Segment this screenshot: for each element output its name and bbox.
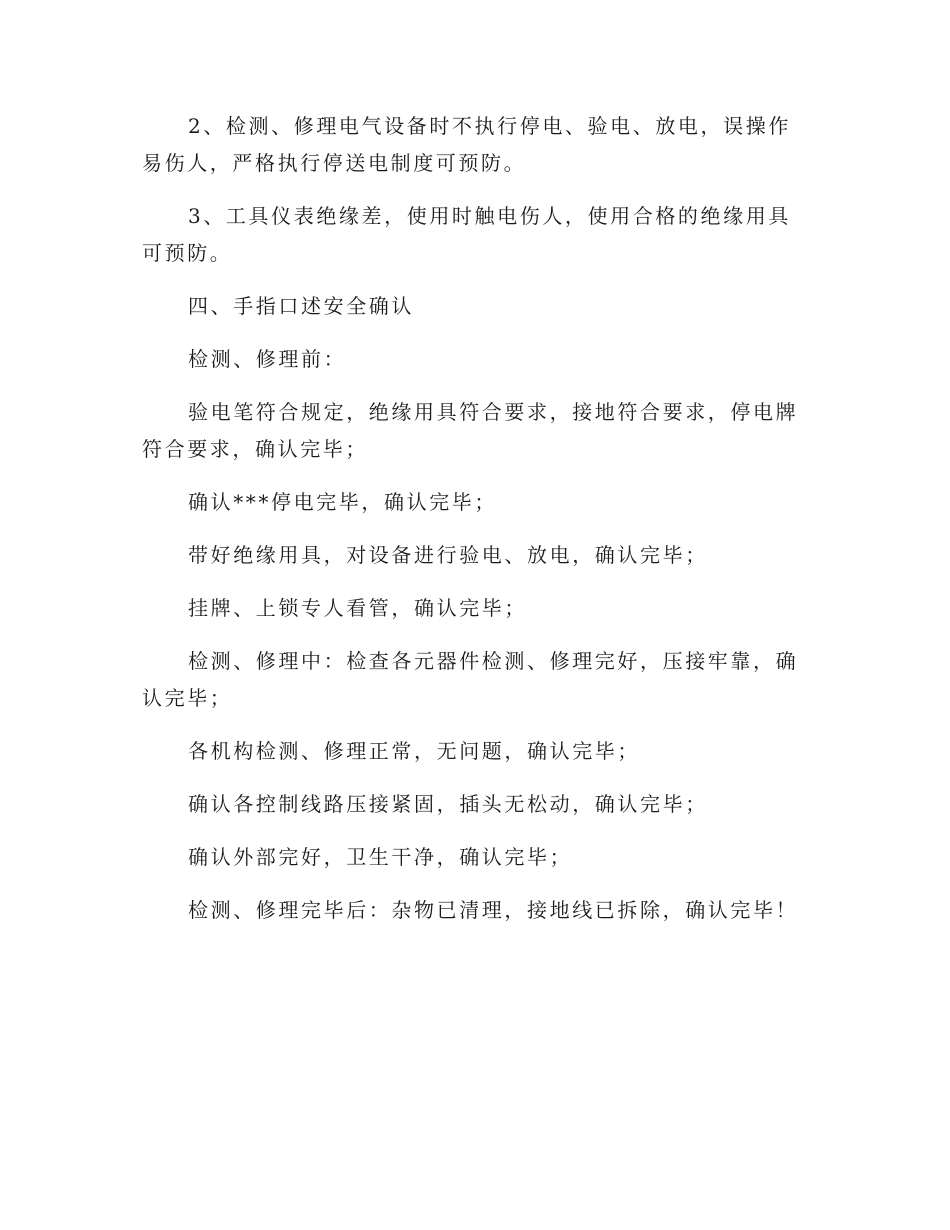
paragraph-confirm-power-off: 确认***停电完毕，确认完毕； [188, 490, 497, 514]
paragraph-insulation-discharge: 带好绝缘用具，对设备进行验电、放电，确认完毕； [188, 543, 708, 567]
document-body [142, 108, 808, 945]
paragraph-check-tools: 验电笔符合规定，绝缘用具符合要求，接地符合要求，停电牌符合要求，确认完毕； [142, 400, 799, 461]
paragraph-mechanisms: 各机构检测、修理正常，无问题，确认完毕； [188, 739, 640, 763]
paragraph-exterior: 确认外部完好，卫生干净，确认完毕； [188, 845, 573, 869]
paragraph-control-lines: 确认各控制线路压接紧固，插头无松动，确认完毕； [188, 792, 708, 816]
paragraph-lockout: 挂牌、上锁专人看管，确认完毕； [188, 596, 527, 620]
paragraph-hazard-2: 2、检测、修理电气设备时不执行停电、验电、放电，误操作易伤人，严格执行停送电制度可预防。 [142, 114, 791, 175]
paragraph-during-repair: 检测、修理中：检查各元器件检测、修理完好，压接牢靠，确认完毕； [142, 649, 799, 710]
paragraph-hazard-3: 3、工具仪表绝缘差，使用时触电伤人，使用合格的绝缘用具可预防。 [142, 204, 791, 265]
section-heading: 四、手指口述安全确认 [188, 294, 414, 318]
paragraph-before-repair: 检测、修理前： [188, 347, 347, 371]
paragraph-after-repair: 检测、修理完毕后：杂物已清理，接地线已拆除，确认完毕！ [188, 898, 799, 922]
